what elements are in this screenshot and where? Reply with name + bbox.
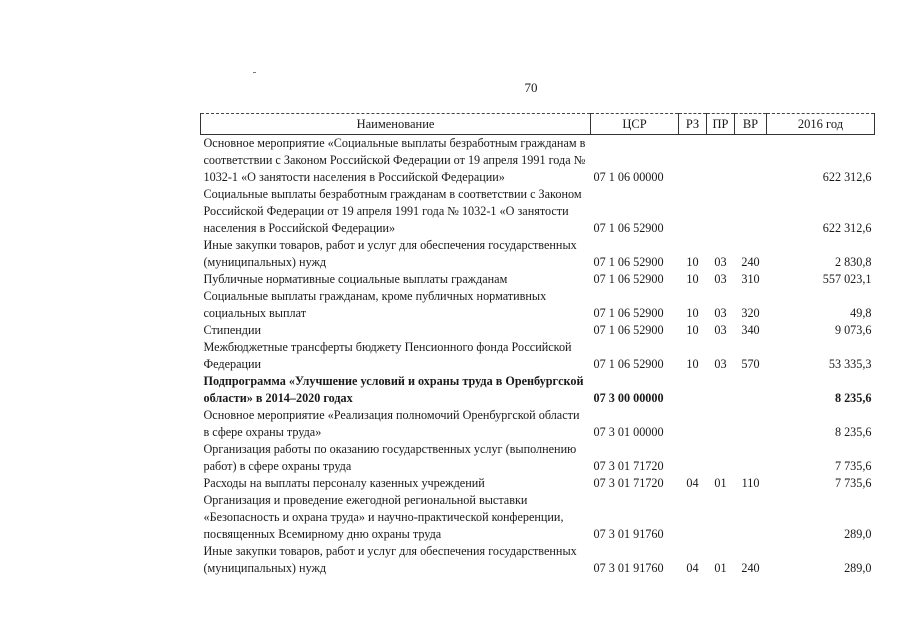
budget-table [200, 113, 875, 577]
cell-rz [679, 492, 707, 543]
cell-amount: 622 312,6 [822, 221, 872, 235]
cell-name: Социальные выплаты безработным гражданам в соответствии с Законом Российской Федерации от 19 апреля 1991 года № 1032-1 «О занятости населения в Российской Федерации» [203, 187, 582, 235]
cell-name: Организация работы по оказанию государственных услуг (выполнению работ) в сфере охраны труда [203, 442, 577, 473]
cell-name: Организация и проведение ежегодной региональной выставки «Безопасность и охрана труда» и научно-практической конференции, посвященных Всемирному дню охраны труда [203, 493, 564, 541]
table-header [201, 114, 875, 135]
cell-vr [735, 186, 767, 237]
cell-vr: 310 [741, 272, 760, 286]
header-name: Наименование [201, 114, 591, 135]
cell-name: Иные закупки товаров, работ и услуг для обеспечения государственных (муниципальных) нужд [203, 544, 577, 575]
cell-code: 07 1 06 52900 [593, 357, 664, 371]
header-pr: ПР [707, 114, 735, 135]
cell-amount: 2 830,8 [834, 255, 872, 269]
cell-code: 07 3 00 00000 [593, 391, 664, 405]
cell-code: 07 1 06 52900 [593, 323, 664, 337]
cell-code: 07 1 06 52900 [593, 255, 664, 269]
cell-name: Расходы на выплаты персоналу казенных учреждений [203, 476, 485, 490]
cell-name: Основное мероприятие «Реализация полномочий Оренбургской области в сфере охраны труда» [203, 408, 580, 439]
cell-vr: 240 [741, 255, 760, 269]
cell-name: Иные закупки товаров, работ и услуг для обеспечения государственных (муниципальных) нужд [203, 238, 577, 269]
table-row [201, 186, 875, 237]
table-row [201, 339, 875, 373]
cell-pr [707, 186, 735, 237]
cell-amount: 622 312,6 [822, 170, 872, 184]
cell-code: 07 1 06 52900 [593, 272, 664, 286]
cell-code: 07 3 01 91760 [593, 561, 664, 575]
cell-pr: 03 [714, 357, 727, 371]
cell-rz [679, 186, 707, 237]
scan-mark [253, 72, 256, 73]
cell-amount: 289,0 [844, 527, 872, 541]
table-row [201, 407, 875, 441]
header-rz: РЗ [679, 114, 707, 135]
cell-vr [735, 373, 767, 407]
cell-code: 07 1 06 52900 [593, 221, 664, 235]
cell-rz: 10 [686, 272, 699, 286]
cell-pr [707, 441, 735, 475]
cell-code: 07 3 01 00000 [593, 425, 664, 439]
cell-amount: 7 735,6 [834, 459, 872, 473]
cell-name: Основное мероприятие «Социальные выплаты безработным гражданам в соответствии с Законом Российской Федерации от 19 апреля 1991 года № 1032-1 «О занятости населения в Российской Федерации» [203, 136, 586, 184]
cell-code: 07 1 06 00000 [593, 170, 664, 184]
cell-pr: 01 [714, 476, 727, 490]
cell-rz: 10 [686, 306, 699, 320]
cell-rz: 10 [686, 255, 699, 269]
cell-vr: 320 [741, 306, 760, 320]
table-row [201, 135, 875, 187]
table-row [201, 271, 875, 288]
cell-amount: 49,8 [850, 306, 872, 320]
cell-vr [735, 492, 767, 543]
cell-rz [679, 135, 707, 187]
cell-rz: 04 [686, 561, 699, 575]
cell-code: 07 1 06 52900 [593, 306, 664, 320]
cell-rz: 10 [686, 323, 699, 337]
cell-amount: 9 073,6 [834, 323, 872, 337]
cell-amount: 557 023,1 [822, 272, 872, 286]
cell-rz [679, 373, 707, 407]
cell-pr [707, 407, 735, 441]
cell-name: Подпрограмма «Улучшение условий и охраны труда в Оренбургской области» в 2014–2020 годах [203, 374, 584, 405]
cell-pr [707, 135, 735, 187]
table-row [201, 475, 875, 492]
cell-pr: 03 [714, 306, 727, 320]
cell-pr [707, 373, 735, 407]
page-number: 70 [524, 80, 538, 95]
cell-vr: 340 [741, 323, 760, 337]
header-vr: ВР [735, 114, 767, 135]
cell-amount: 7 735,6 [834, 476, 872, 490]
cell-amount: 8 235,6 [834, 425, 872, 439]
cell-pr: 03 [714, 323, 727, 337]
header-amount: 2016 год [767, 114, 875, 135]
cell-name: Межбюджетные трансферты бюджету Пенсионного фонда Российской Федерации [203, 340, 572, 371]
cell-name: Стипендии [203, 323, 262, 337]
cell-pr: 03 [714, 272, 727, 286]
cell-amount: 289,0 [844, 561, 872, 575]
cell-vr: 110 [741, 476, 760, 490]
cell-code: 07 3 01 91760 [593, 527, 664, 541]
cell-rz [679, 441, 707, 475]
cell-vr [735, 407, 767, 441]
cell-amount: 53 335,3 [828, 357, 872, 371]
header-row [201, 114, 875, 135]
table-row [201, 373, 875, 407]
cell-rz [679, 407, 707, 441]
table-row [201, 441, 875, 475]
cell-vr [735, 441, 767, 475]
table-row [201, 288, 875, 322]
cell-vr: 570 [741, 357, 760, 371]
cell-rz: 04 [686, 476, 699, 490]
table-row [201, 543, 875, 577]
cell-vr [735, 135, 767, 187]
table-body [201, 135, 875, 578]
cell-vr: 240 [741, 561, 760, 575]
cell-pr: 01 [714, 561, 727, 575]
table-row [201, 322, 875, 339]
cell-rz: 10 [686, 357, 699, 371]
cell-code: 07 3 01 71720 [593, 476, 664, 490]
table-row [201, 492, 875, 543]
cell-pr [707, 492, 735, 543]
cell-code: 07 3 01 71720 [593, 459, 664, 473]
cell-pr: 03 [714, 255, 727, 269]
cell-amount: 8 235,6 [834, 391, 872, 405]
table-row [201, 237, 875, 271]
header-code: ЦСР [591, 114, 679, 135]
cell-name: Социальные выплаты гражданам, кроме публичных нормативных социальных выплат [203, 289, 547, 320]
cell-name: Публичные нормативные социальные выплаты гражданам [203, 272, 508, 286]
